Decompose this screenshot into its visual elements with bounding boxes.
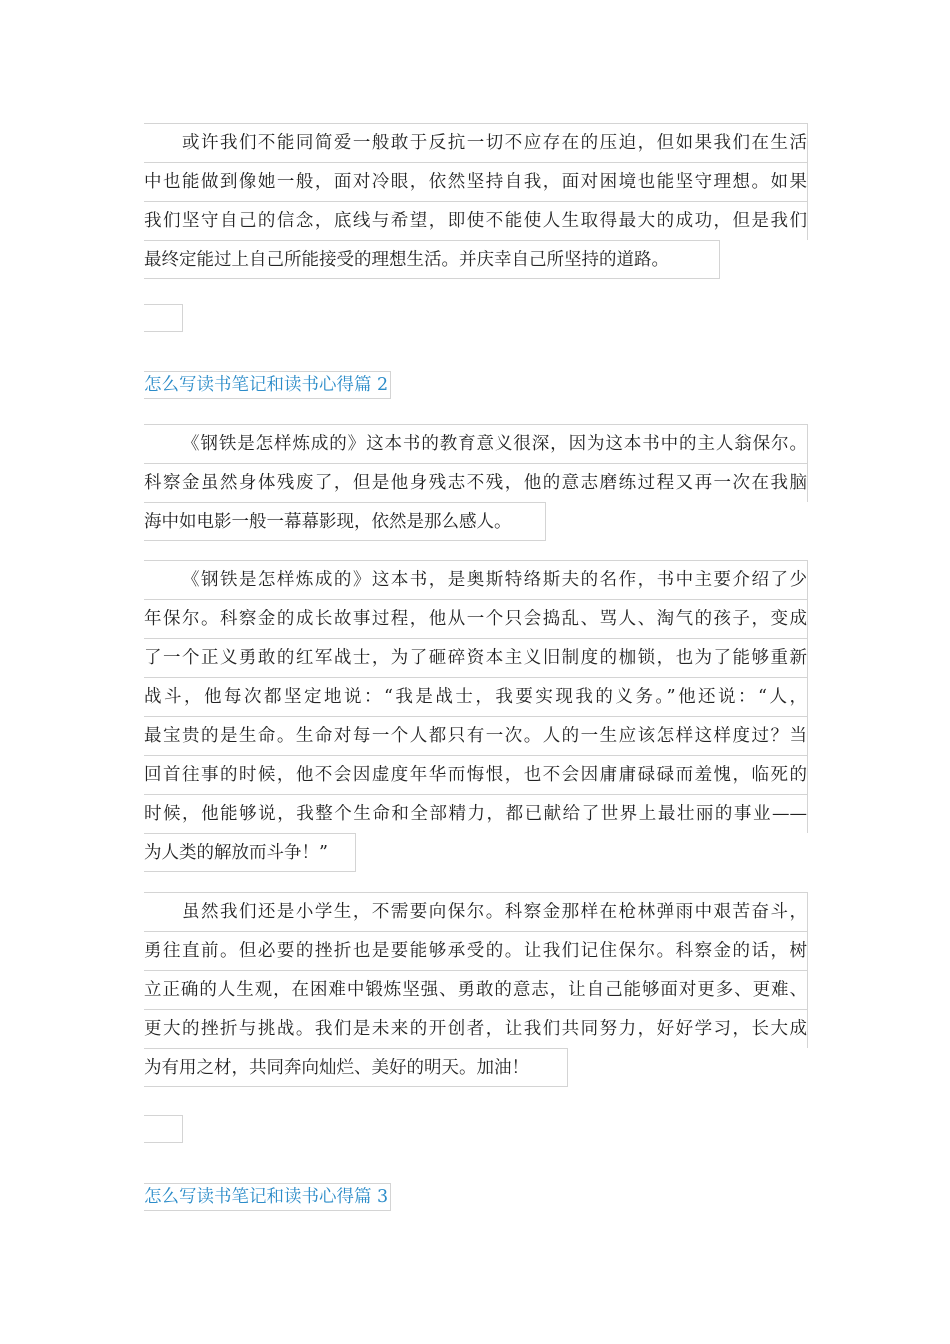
empty-line-box xyxy=(144,304,183,332)
paragraph-line: 《钢铁是怎样炼成的》这本书，是奥斯特络斯夫的名作，书中主要介绍了少 xyxy=(144,560,808,599)
paragraph-line: 最终定能过上自己所能接受的理想生活。并庆幸自己所坚持的道路。 xyxy=(144,240,720,279)
paragraph-line: 最宝贵的是生命。生命对每一个人都只有一次。人的一生应该怎样这样度过？当 xyxy=(144,716,808,755)
paragraph-line: 战斗，他每次都坚定地说：“我是战士，我要实现我的义务。”他还说：“人， xyxy=(144,677,808,716)
paragraph-line: 科察金虽然身体残废了，但是他身残志不残，他的意志磨练过程又再一次在我脑 xyxy=(144,463,808,502)
paragraph-steel-reflection xyxy=(144,892,808,1087)
paragraph-line: 了一个正义勇敢的红军战士，为了砸碎资本主义旧制度的枷锁，也为了能够重新 xyxy=(144,638,808,677)
paragraph-line: 时候，他能够说，我整个生命和全部精力，都已献给了世界上最壮丽的事业—— xyxy=(144,794,808,833)
paragraph-line: 虽然我们还是小学生，不需要向保尔。科察金那样在枪林弹雨中艰苦奋斗， xyxy=(144,892,808,931)
paragraph-line: 中也能做到像她一般，面对冷眼，依然坚持自我，面对困境也能坚守理想。如果 xyxy=(144,162,808,201)
paragraph-line: 立正确的人生观，在困难中锻炼坚强、勇敢的意志，让自己能够面对更多、更难、 xyxy=(144,970,808,1009)
paragraph-steel-intro xyxy=(144,424,808,541)
paragraph-line: 海中如电影一般一幕幕影现，依然是那么感人。 xyxy=(144,502,546,541)
paragraph-line: 年保尔。科察金的成长故事过程，他从一个只会捣乱、骂人、淘气的孩子，变成 xyxy=(144,599,808,638)
paragraph-line: 回首往事的时候，他不会因虚度年华而悔恨，也不会因庸庸碌碌而羞愧，临死的 xyxy=(144,755,808,794)
paragraph-line: 勇往直前。但必要的挫折也是要能够承受的。让我们记住保尔。科察金的话，树 xyxy=(144,931,808,970)
paragraph-line: 《钢铁是怎样炼成的》这本书的教育意义很深，因为这本书中的主人翁保尔。 xyxy=(144,424,808,463)
paragraph-line: 为有用之材，共同奔向灿烂、美好的明天。加油！ xyxy=(144,1048,568,1087)
section-heading-2: 怎么写读书笔记和读书心得篇 2 xyxy=(144,371,391,399)
paragraph-steel-summary xyxy=(144,560,808,872)
empty-line-box xyxy=(144,1115,183,1143)
paragraph-line: 为人类的解放而斗争！” xyxy=(144,833,356,872)
paragraph-jane-eyre-conclusion xyxy=(144,123,808,279)
paragraph-line: 或许我们不能同简爱一般敢于反抗一切不应存在的压迫，但如果我们在生活 xyxy=(144,123,808,162)
section-heading-3: 怎么写读书笔记和读书心得篇 3 xyxy=(144,1183,391,1211)
paragraph-line: 我们坚守自己的信念，底线与希望，即使不能使人生取得最大的成功，但是我们 xyxy=(144,201,808,240)
paragraph-line: 更大的挫折与挑战。我们是未来的开创者，让我们共同努力，好好学习，长大成 xyxy=(144,1009,808,1048)
